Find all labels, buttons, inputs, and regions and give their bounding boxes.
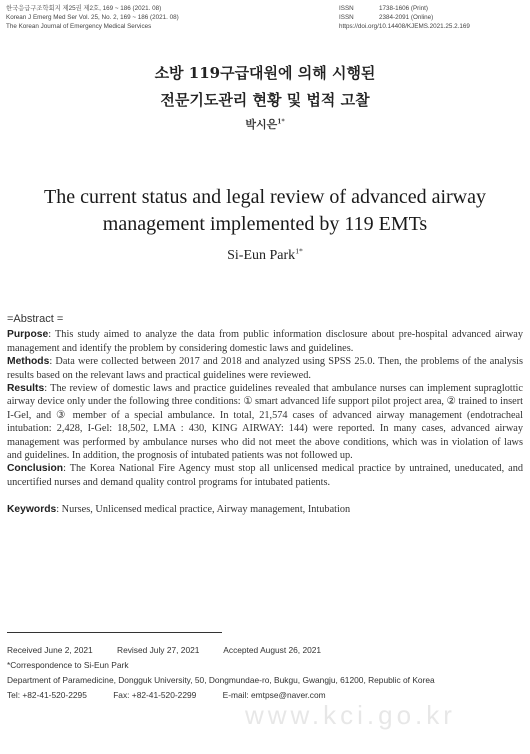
korean-author xyxy=(0,116,530,132)
author-tel: Tel: +82-41-520-2295 xyxy=(7,690,87,700)
issn-online-label: ISSN xyxy=(339,14,354,21)
author-fax: Fax: +82-41-520-2299 xyxy=(113,690,197,700)
keywords-label: Keywords xyxy=(7,504,57,516)
results-text: : The review of domestic laws and practice guidelines revealed that ambulance nurses can implement supraglottic airway device only under the following three conditions: ① smart advanced life support pilot project area, ② trained to insert I-Gel, and ③ member of a special ambulance. In total, 21,574 cases of advanced airway management (endotracheal intubation: 2,428, I-Gel: 18,502, LMA : 430, KING AIRWAY: 144) were reported. In many cases, advanced airway management was performed by ambulance nurses who did not meet the above conditions, which was in violation of laws and guidelines. In addition, the prognosis of intubated patients was not followed up. xyxy=(7,383,523,462)
received-date: Received June 2, 2021 xyxy=(7,645,93,655)
abstract-methods xyxy=(7,355,523,382)
abstract-conclusion xyxy=(7,462,523,489)
methods-label: Methods xyxy=(7,356,50,368)
abstract-keywords xyxy=(7,503,523,516)
abstract xyxy=(7,313,523,517)
korean-author-mark: 1* xyxy=(277,118,285,126)
watermark: www.kci.go.kr xyxy=(245,700,456,730)
doi-link[interactable]: https://doi.org/10.14408/KJEMS.2021.25.2.169 xyxy=(339,23,470,30)
issn-online: 2384-2091 (Online) xyxy=(379,14,434,21)
author-email[interactable]: E-mail: emtpse@naver.com xyxy=(222,690,326,700)
conclusion-text: : The Korea National Fire Agency must stop all unlicensed medical practice by untrained, uneducated, and uncertified nurses and demand quality control programs for intubated patients. xyxy=(7,463,523,488)
journal-header xyxy=(6,4,524,31)
header-journal-name: The Korean Journal of Emergency Medical Services xyxy=(6,23,152,30)
header-journal-english: Korean J Emerg Med Ser Vol. 25, No. 2, 169 ~ 186 (2021. 08) xyxy=(6,14,179,21)
author-address: Department of Paramedicine, Dongguk University, 50, Dongmundae-ro, Bukgu, Gwangju, 61200, Republic of Korea xyxy=(7,675,435,685)
correspondence: *Correspondence to Si-Eun Park xyxy=(7,660,129,670)
english-author-mark: 1* xyxy=(295,246,303,256)
abstract-purpose xyxy=(7,328,523,355)
issn-print-label: ISSN xyxy=(339,5,354,12)
methods-text: : Data were collected between 2017 and 2018 and analyzed using SPSS 25.0. Then, the problems of the analysis results based on the relevant laws and practical guidelines were reviewed. xyxy=(7,356,523,381)
results-label: Results xyxy=(7,383,45,395)
purpose-text: : This study aimed to analyze the data from public information disclosure about pre-hospital advanced airway management and identify the problem by considering domestic laws and guidelines. xyxy=(7,329,523,354)
revised-date: Revised July 27, 2021 xyxy=(117,645,200,655)
korean-title-line-1: 소방 119구급대원에 의해 시행된 xyxy=(154,64,376,82)
english-author xyxy=(0,248,530,264)
purpose-label: Purpose xyxy=(7,329,49,341)
korean-title-line-2: 전문기도관리 현황 및 법적 고찰 xyxy=(160,91,370,109)
abstract-heading: =Abstract = xyxy=(7,313,64,325)
english-author-name: Si-Eun Park xyxy=(227,248,296,263)
header-row-2 xyxy=(6,13,524,22)
keywords-text: : Nurses, Unlicensed medical practice, Airway management, Intubation xyxy=(56,504,351,516)
header-row-1 xyxy=(6,4,524,13)
conclusion-label: Conclusion xyxy=(7,463,64,475)
footnote xyxy=(7,643,523,703)
issn-print: 1738-1606 (Print) xyxy=(379,5,429,12)
korean-author-name: 박시은 xyxy=(245,118,278,131)
header-journal-korean: 한국응급구조학회지 제25권 제2호, 169 ~ 186 (2021. 08) xyxy=(6,5,162,12)
english-title: The current status and legal review of advanced airway management implemented by 119 EMTs xyxy=(43,186,487,235)
article-dates xyxy=(7,643,523,658)
abstract-results xyxy=(7,382,523,462)
footnote-divider xyxy=(7,632,222,633)
header-row-3 xyxy=(6,22,524,31)
korean-title xyxy=(0,60,530,114)
accepted-date: Accepted August 26, 2021 xyxy=(223,645,322,655)
